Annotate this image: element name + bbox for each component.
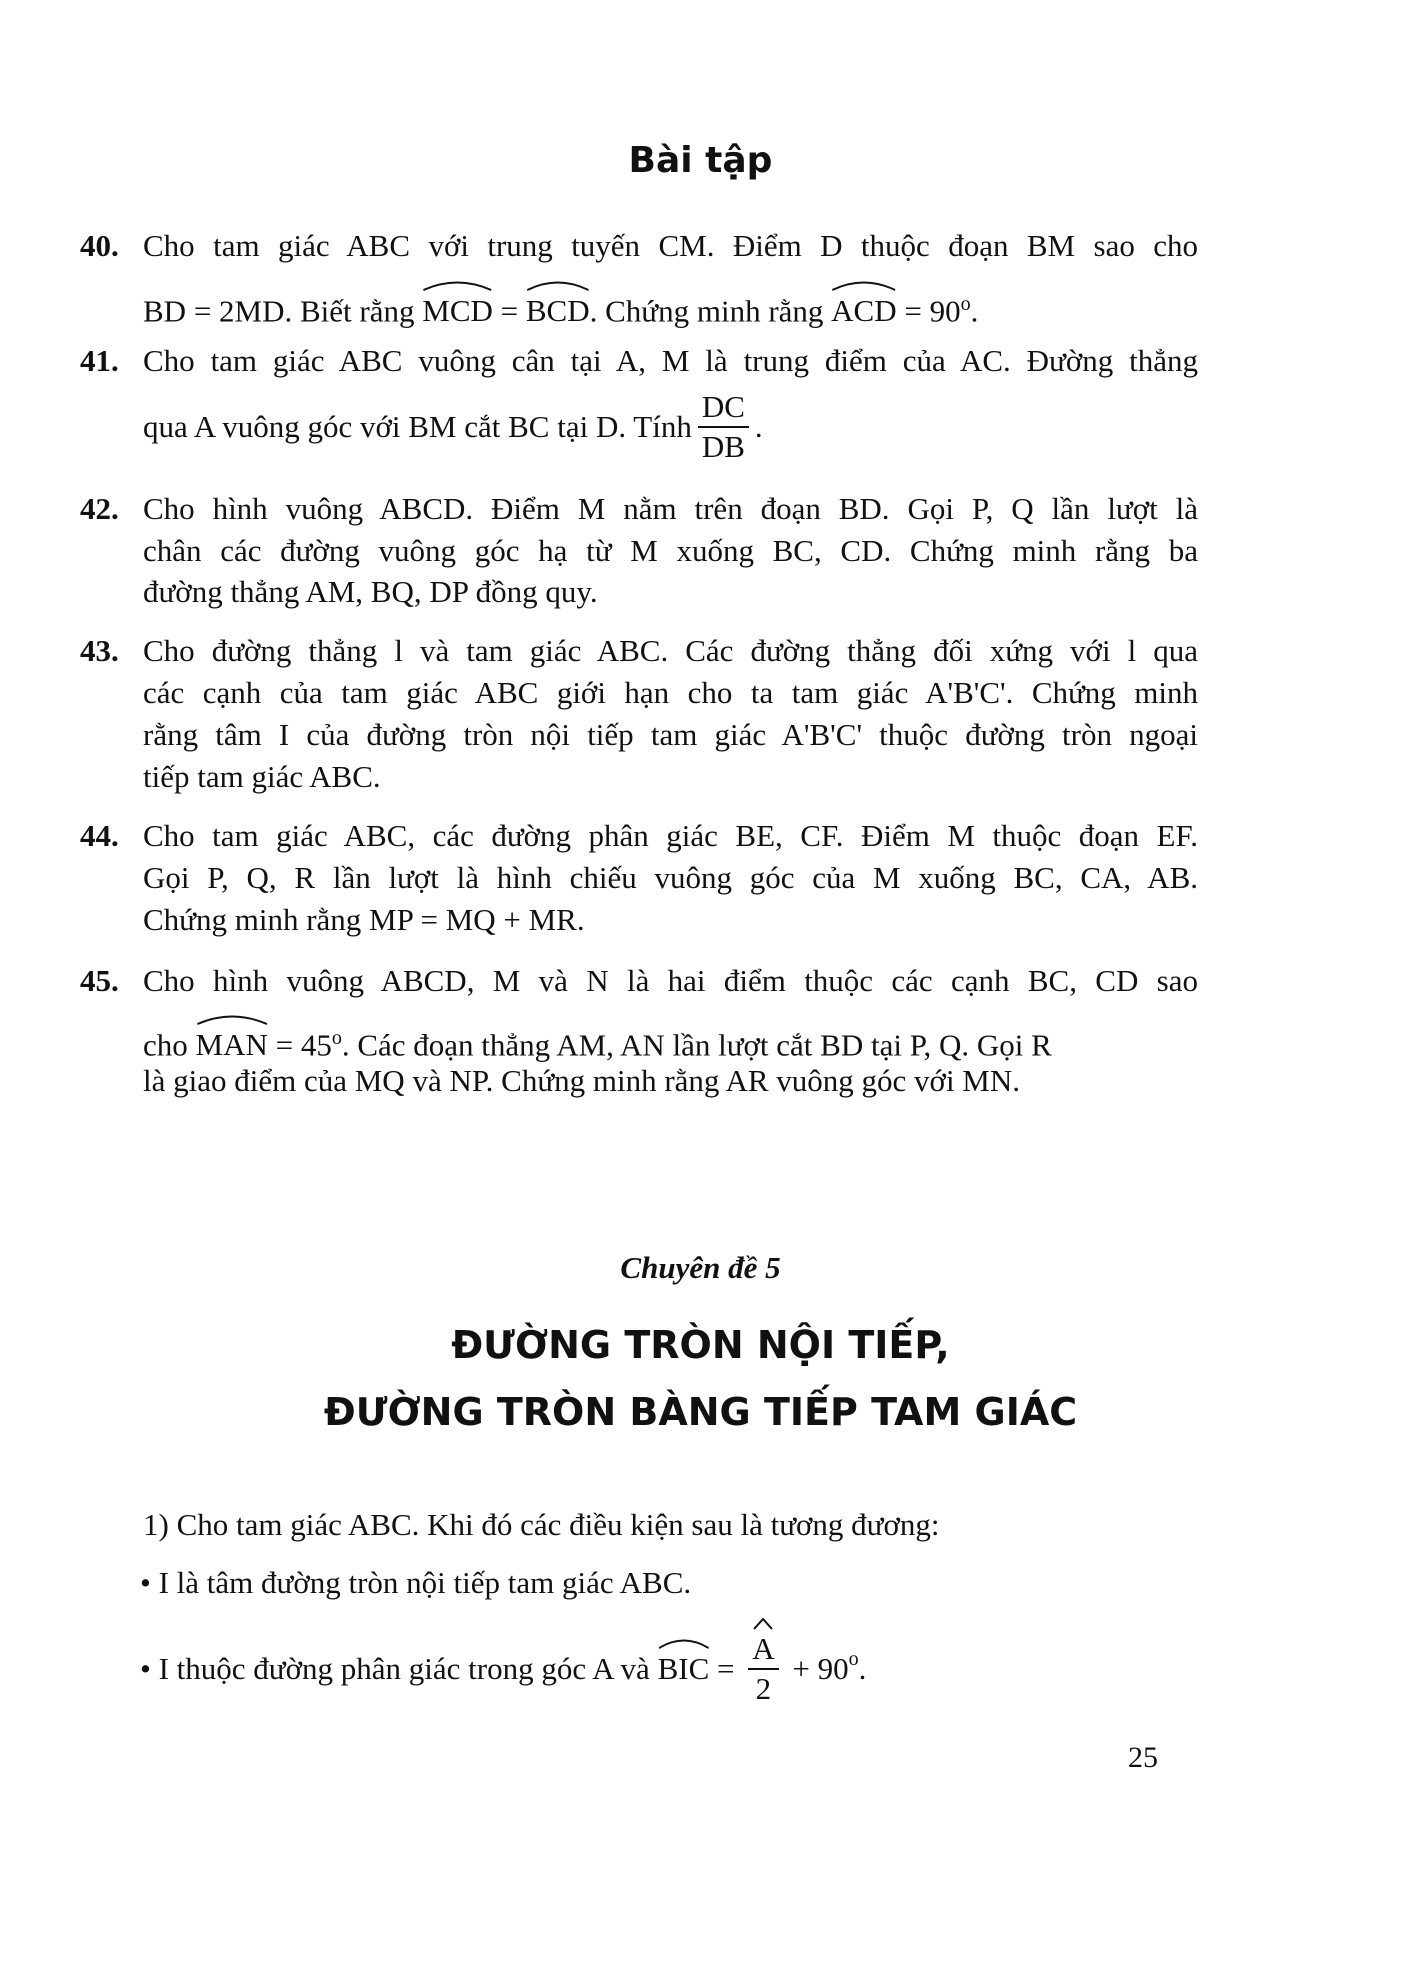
exercise-number: 43. [80, 633, 119, 668]
exercise-text-line: rằng tâm I của đường tròn nội tiếp tam giác A'B'C' thuộc đường tròn ngoại [143, 717, 1198, 752]
angle-acd: ACD [831, 291, 896, 331]
angle-bic: BIC [658, 1649, 710, 1689]
exercise-number: 40. [80, 228, 119, 263]
angle-bcd: BCD [526, 291, 590, 331]
exercise-text-line: tiếp tam giác ABC. [143, 759, 381, 794]
exercise-text-line: BD = 2MD. Biết rằng MCD = BCD. Chứng minh rằng ACD = $90^o$. [143, 284, 978, 331]
angle-mcd: MCD [422, 291, 493, 331]
exercise-number: 44. [80, 818, 119, 853]
exercise-text-line: Cho hình vuông ABCD, M và N là hai điểm thuộc các cạnh BC, CD sao [143, 963, 1198, 998]
exercise-number: 42. [80, 491, 119, 526]
fraction-dc-db: $\frac{DC}{DB}$ [698, 388, 749, 466]
exercise-number: 41. [80, 343, 119, 378]
theory-intro: 1) Cho tam giác ABC. Khi đó các điều kiện sau là tương đương: [143, 1507, 940, 1542]
fraction-a-over-2: $\frac{A}{2}$ [748, 1630, 778, 1708]
exercise-text-line: Gọi P, Q, R lần lượt là hình chiếu vuông góc của M xuống BC, CA, AB. [143, 860, 1198, 895]
exercise-text-line: Cho đường thẳng l và tam giác ABC. Các đường thẳng đối xứng với l qua [143, 633, 1198, 668]
exercise-text-line: là giao điểm của MQ và NP. Chứng minh rằng AR vuông góc với MN. [143, 1063, 1021, 1098]
exercise-text-line: Cho hình vuông ABCD. Điểm M nằm trên đoạn BD. Gọi P, Q lần lượt là [143, 491, 1198, 526]
topic-label: Chuyên đề 5 [620, 1250, 781, 1285]
page-number: 25 [1128, 1741, 1158, 1774]
angle-man: MAN [196, 1025, 268, 1065]
exercise-text-line: Cho tam giác ABC với trung tuyến CM. Điểm D thuộc đoạn BM sao cho [143, 228, 1198, 263]
exercise-text-line: Cho tam giác ABC, các đường phân giác BE, CF. Điểm M thuộc đoạn EF. [143, 818, 1198, 853]
exercise-text-line: Cho tam giác ABC vuông cân tại A, M là trung điểm của AC. Đường thẳng [143, 343, 1198, 378]
exercise-text-line: các cạnh của tam giác ABC giới hạn cho ta tam giác A'B'C'. Chứng minh [143, 675, 1198, 710]
exercise-text-line: chân các đường vuông góc hạ từ M xuống BC, CD. Chứng minh rằng ba [143, 533, 1198, 568]
exercise-number: 45. [80, 963, 119, 998]
exercise-text-line: cho MAN = $45^o$. Các đoạn thẳng AM, AN lần lượt cắt BD tại P, Q. Gọi R [143, 1018, 1052, 1065]
section-title: Bài tập [628, 140, 773, 181]
topic-title-line-2: ĐƯỜNG TRÒN BÀNG TIẾP TAM GIÁC [323, 1390, 1078, 1434]
exercise-text-line: đường thẳng AM, BQ, DP đồng quy. [143, 574, 598, 609]
topic-title-line-1: ĐƯỜNG TRÒN NỘI TIẾP, [451, 1323, 950, 1367]
exercise-text-line: Chứng minh rằng MP = MQ + MR. [143, 902, 585, 937]
theory-bullet-1: • I là tâm đường tròn nội tiếp tam giác ABC. [140, 1565, 692, 1600]
bullet-icon: • [140, 1651, 151, 1686]
theory-bullet-2: • I thuộc đường phân giác trong góc A và BIC = $\frac{A}{2}$ + $90^o$. [140, 1630, 866, 1708]
exercise-text-line: qua A vuông góc với BM cắt BC tại D. Tính $\frac{DC}{DB}$ . [143, 389, 763, 464]
bullet-icon: • [140, 1565, 151, 1600]
